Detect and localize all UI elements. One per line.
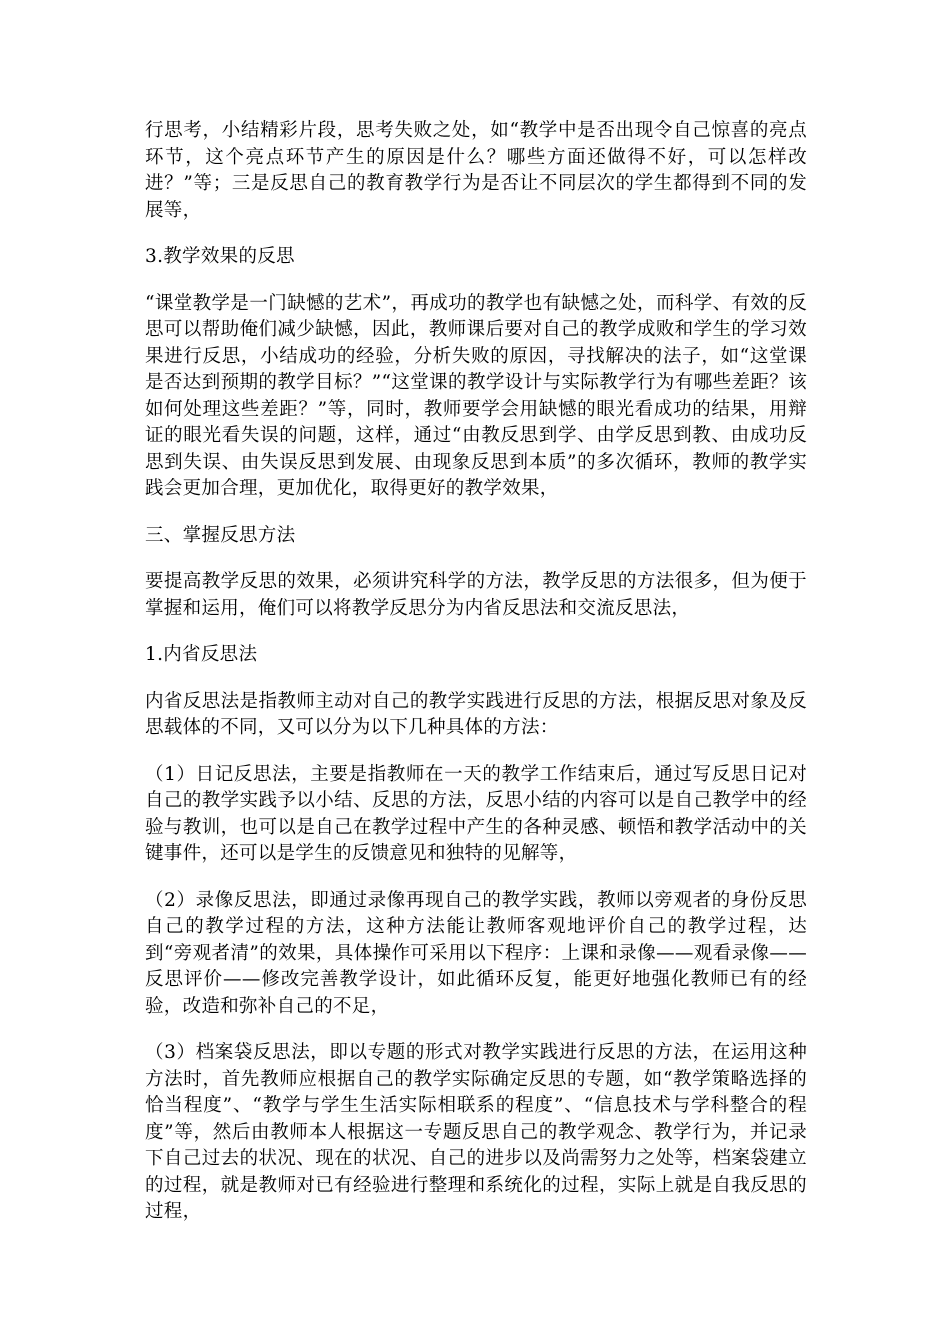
- paragraph-video-method: （2）录像反思法，即通过录像再现自己的教学实践，教师以旁观者的身份反思自己的教学过程的方法，这种方法能让教师客观地评价自己的教学过程，达到“旁观者清”的效果，具体操作可采用以下程序：上课和录像——观看录像——反思评价——修改完善教学设计，如此循环反复，能更好地强化教师已有的经验，改造和弥补自己的不足，: [145, 889, 807, 1017]
- heading-introspective-reflection: 1.内省反思法: [145, 644, 258, 665]
- paragraph-diary-method: （1）日记反思法，主要是指教师在一天的教学工作结束后，通过写反思日记对自己的教学实践予以小结、反思的方法，反思小结的内容可以是自己教学中的经验与教训，也可以是自己在教学过程中产生的各种灵感、顿悟和教学活动中的关键事件，还可以是学生的反馈意见和独特的见解等，: [145, 763, 807, 864]
- paragraph-intro-continuation: 行思考，小结精彩片段，思考失败之处，如“教学中是否出现令自己惊喜的亮点环节，这个亮点环节产生的原因是什么？哪些方面还做得不好，可以怎样改进？”等；三是反思自己的教育教学行为是否让不同层次的学生都得到不同的发展等，: [145, 120, 807, 221]
- heading-master-reflection-methods: 三、掌握反思方法: [145, 524, 296, 546]
- document-page: [145, 118, 807, 1246]
- paragraph-introspective-definition: 内省反思法是指教师主动对自己的教学实践进行反思的方法，根据反思对象及反思载体的不同，又可以分为以下几种具体的方法：: [145, 690, 807, 738]
- paragraph-methods-intro: 要提高教学反思的效果，必须讲究科学的方法，教学反思的方法很多，但为便于掌握和运用，俺们可以将教学反思分为内省反思法和交流反思法，: [145, 571, 807, 619]
- paragraph-portfolio-method: （3）档案袋反思法，即以专题的形式对教学实践进行反思的方法，在运用这种方法时，首先教师应根据自己的教学实际确定反思的专题，如“教学策略选择的恰当程度”、“教学与学生生活实际相联系的程度”、“信息技术与学科整合的程度”等，然后由教师本人根据这一专题反思自己的教学观念、教学行为，并记录下自己过去的状况、现在的状况、自己的进步以及尚需努力之处等，档案袋建立的过程，就是教师对已有经验进行整理和系统化的过程，实际上就是自我反思的过程，: [145, 1042, 807, 1222]
- paragraph-teaching-effect: “课堂教学是一门缺憾的艺术”，再成功的教学也有缺憾之处，而科学、有效的反思可以帮助俺们减少缺憾，因此，教师课后要对自己的教学成败和学生的学习效果进行反思，小结成功的经验，分析失败的原因，寻找解决的法子，如“这堂课是否达到预期的教学目标？”“这堂课的教学设计与实际教学行为有哪些差距？该如何处理这些差距？”等，同时，教师要学会用缺憾的眼光看成功的结果，用辩证的眼光看失误的问题，这样，通过“由教反思到学、由学反思到教、由成功反思到失误、由失误反思到发展、由现象反思到本质”的多次循环，教师的教学实践会更加合理，更加优化，取得更好的教学效果，: [145, 292, 807, 499]
- heading-teaching-effect-reflection: 3.教学效果的反思: [145, 246, 295, 267]
